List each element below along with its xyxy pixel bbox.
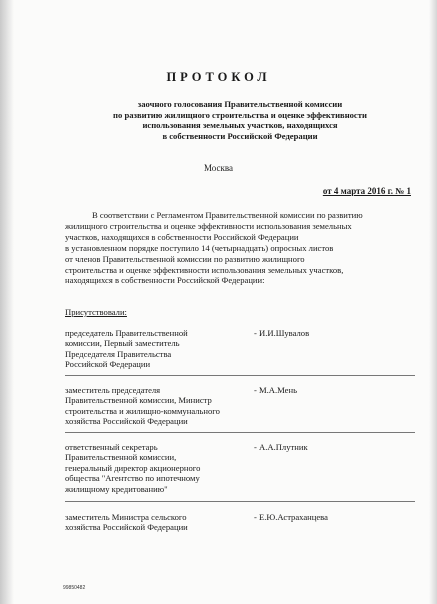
member-role-line: генеральный директор акционерного bbox=[65, 462, 201, 473]
subtitle-line: использования земельных участков, находящихся bbox=[142, 120, 338, 131]
present-heading: Присутствовали: bbox=[65, 307, 127, 317]
member-role-line: комиссии, Первый заместитель bbox=[65, 338, 180, 349]
document-title: ПРОТОКОЛ bbox=[166, 70, 271, 84]
member-role-line: строительства и жилищно-коммунального bbox=[65, 405, 220, 416]
member-role bbox=[65, 512, 245, 533]
intro-line: участков, находящихся в собственности Российской Федерации bbox=[65, 231, 299, 242]
document-date-number: от 4 марта 2016 г. № 1 bbox=[322, 186, 411, 196]
intro-line: жилищного строительства и оценке эффективности использования земельных bbox=[65, 220, 352, 231]
member-name: - М.А.Мень bbox=[254, 385, 298, 395]
scan-shadow-left bbox=[0, 0, 14, 604]
member-role-line: председатель Правительственной bbox=[65, 328, 188, 338]
member-role-line: Правительственной комиссии, Министр bbox=[65, 395, 212, 406]
member-role-line: хозяйства Российской Федерации bbox=[65, 522, 188, 533]
member-role-line: Председателя Правительства bbox=[65, 348, 172, 359]
intro-line: находящихся в собственности Российской Федерации: bbox=[65, 275, 265, 286]
intro-line: в установленном порядке поступило 14 (четырнадцать) опросных листов bbox=[65, 242, 334, 253]
member-role-line: жилищному кредитованию" bbox=[65, 483, 168, 494]
footer-code: 99850482 bbox=[63, 585, 86, 591]
intro-line: от членов Правительственной комиссии по развитию жилищного bbox=[65, 253, 305, 264]
member-role-line: хозяйства Российской Федерации bbox=[65, 416, 188, 427]
subtitle-line: заочного голосования Правительственной комиссии bbox=[137, 99, 343, 109]
divider bbox=[65, 375, 415, 376]
member-role bbox=[65, 442, 245, 494]
member-role-line: заместитель Министра сельского bbox=[65, 512, 187, 522]
member-name: - Е.Ю.Астраханцева bbox=[254, 512, 328, 522]
document-city: Москва bbox=[204, 163, 233, 173]
intro-line: строительства и оценке эффективности использования земельных участков, bbox=[65, 264, 344, 275]
member-role bbox=[65, 385, 245, 427]
intro-paragraph bbox=[65, 210, 410, 286]
divider bbox=[65, 432, 415, 433]
intro-line: В соответствии с Регламентом Правительственной комиссии по развитию bbox=[92, 210, 363, 220]
member-role-line: Российской Федерации bbox=[65, 359, 151, 370]
member-role-line: общества "Агентство по ипотечному bbox=[65, 473, 200, 484]
divider bbox=[65, 501, 415, 502]
member-role-line: заместитель председателя bbox=[65, 385, 161, 395]
subtitle-line: по развитию жилищного строительства и оценке эффективности bbox=[113, 109, 367, 120]
scan-shadow-right bbox=[429, 0, 437, 604]
member-name: - А.А.Плутник bbox=[254, 442, 308, 452]
document-subtitle bbox=[100, 99, 380, 141]
member-name: - И.И.Шувалов bbox=[254, 328, 310, 338]
subtitle-line: в собственности Российской Федерации bbox=[162, 130, 318, 141]
member-role-line: Правительственной комиссии, bbox=[65, 452, 177, 463]
member-role bbox=[65, 328, 245, 370]
member-role-line: ответственный секретарь bbox=[65, 442, 158, 452]
